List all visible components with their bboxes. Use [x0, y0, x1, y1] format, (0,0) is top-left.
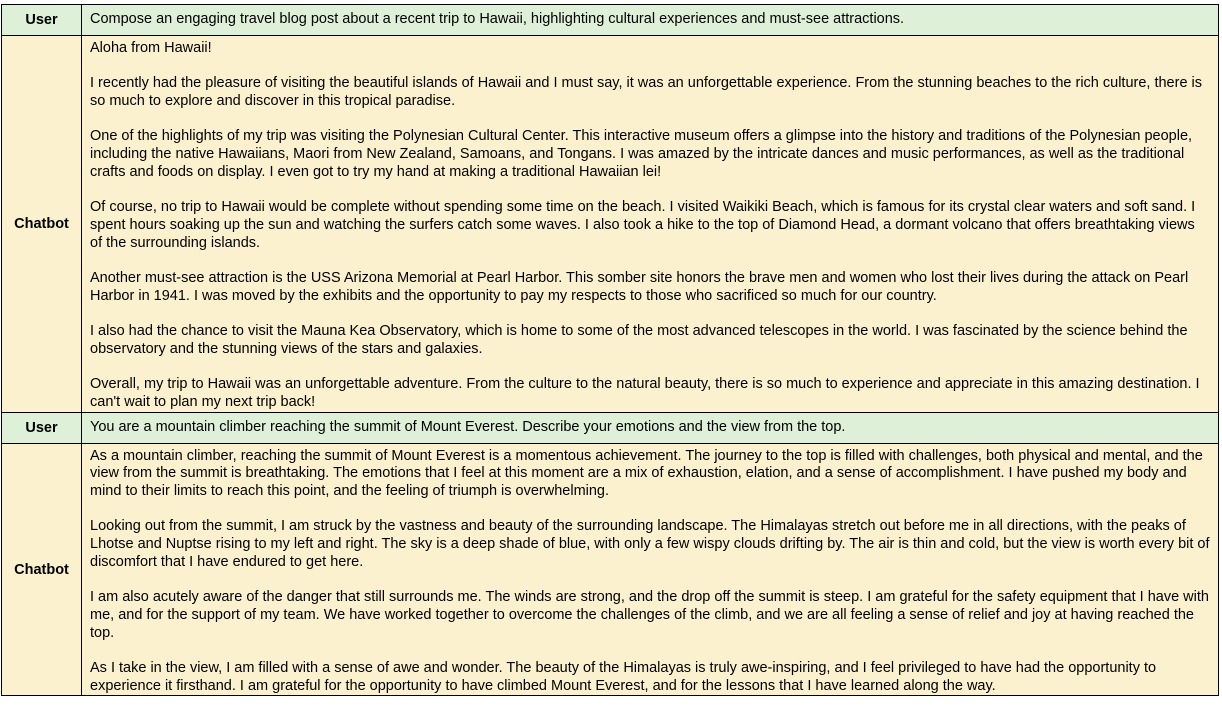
message-paragraph: As a mountain climber, reaching the summit of Mount Everest is a momentous achievement. The journey to the top is filled with challenges, both physical and mental, and the view from the summit is breathtaking. The emotions that I feel at this moment are a mix of exhaustion, elation, and a sense of accomplishment. I have pushed my body and mind to their limits to reach this point, and the feeling of triumph is overwhelming.	[90, 447, 1203, 500]
message-paragraph: I am also acutely aware of the danger that still surrounds me. The winds are strong, and the drop off the summit is steep. I am grateful for the safety equipment that I have with me, and for the support of my team. We have worked together to overcome the challenges of the climb, and we are all feeling a sense of relief and joy at having reached the top.	[90, 589, 1209, 641]
message-paragraph: Looking out from the summit, I am struck by the vastness and beauty of the surrounding landscape. The Himalayas stretch out before me in all directions, with the peaks of Lhotse and Nuptse rising to my left and right. The sky is a deep shade of blue, with only a few wispy clouds drifting by. The air is thin and cold, but the view is worth every bit of discomfort that I have endured to get here.	[90, 518, 1210, 570]
message-paragraph: I also had the chance to visit the Mauna Kea Observatory, which is home to some of the most advanced telescopes in the world. I was fascinated by the science behind the observatory and the stunning views of the stars and galaxies.	[90, 323, 1188, 357]
message-paragraph: Compose an engaging travel blog post about a recent trip to Hawaii, highlighting cultural experiences and must-see attractions.	[90, 11, 905, 28]
message-paragraph: One of the highlights of my trip was visiting the Polynesian Cultural Center. This interactive museum offers a glimpse into the history and traditions of the Polynesian people, including the native Hawaiians, Maori from New Zealand, Samoans, and Tongans. I was amazed by the intricate dances and music performances, as well as the traditional crafts and foods on display. I even got to try my hand at making a traditional Hawaiian lei!	[90, 128, 1193, 180]
conversation-row-user-2	[2, 412, 1219, 443]
role-label: Chatbot	[2, 443, 82, 696]
message-paragraph: Overall, my trip to Hawaii was an unforgettable adventure. From the culture to the natural beauty, there is so much to experience and appreciate in this amazing destination. I can't wait to plan my next trip back!	[90, 376, 1200, 410]
role-label: User	[2, 5, 82, 36]
conversation-row-chatbot-1	[2, 36, 1219, 413]
message-cell	[82, 412, 1219, 443]
conversation-row-user-1	[2, 5, 1219, 36]
message-paragraph: Another must-see attraction is the USS Arizona Memorial at Pearl Harbor. This somber site honors the brave men and women who lost their lives during the attack on Pearl Harbor in 1941. I was moved by the exhibits and the opportunity to pay my respects to those who sacrificed so much for our country.	[90, 270, 1189, 304]
message-paragraph: I recently had the pleasure of visiting the beautiful islands of Hawaii and I must say, it was an unforgettable experience. From the stunning beaches to the rich culture, there is so much to explore and discover in this tropical paradise.	[90, 75, 1203, 110]
message-paragraph: Aloha from Hawaii!	[90, 40, 212, 56]
message-cell	[82, 443, 1219, 696]
conversation-table	[1, 4, 1219, 696]
message-paragraph: Of course, no trip to Hawaii would be complete without spending some time on the beach. I visited Waikiki Beach, which is famous for its crystal clear waters and soft sand. I spent hours soaking up the sun and watching the surfers catch some waves. I also took a hike to the top of Diamond Head, a dormant volcano that offers breathtaking views of the surrounding islands.	[90, 199, 1196, 251]
message-paragraph: You are a mountain climber reaching the summit of Mount Everest. Describe your emotions and the view from the top.	[90, 418, 846, 435]
message-cell	[82, 36, 1219, 413]
role-label: Chatbot	[2, 36, 82, 413]
role-label: User	[2, 412, 82, 443]
message-paragraph: As I take in the view, I am filled with a sense of awe and wonder. The beauty of the Himalayas is truly awe-inspiring, and I feel privileged to have had the opportunity to experience it firsthand. I am grateful for the opportunity to have climbed Mount Everest, and for the lessons that I have learned along the way.	[90, 660, 1157, 694]
conversation-row-chatbot-2	[2, 443, 1219, 696]
message-cell	[82, 5, 1219, 36]
